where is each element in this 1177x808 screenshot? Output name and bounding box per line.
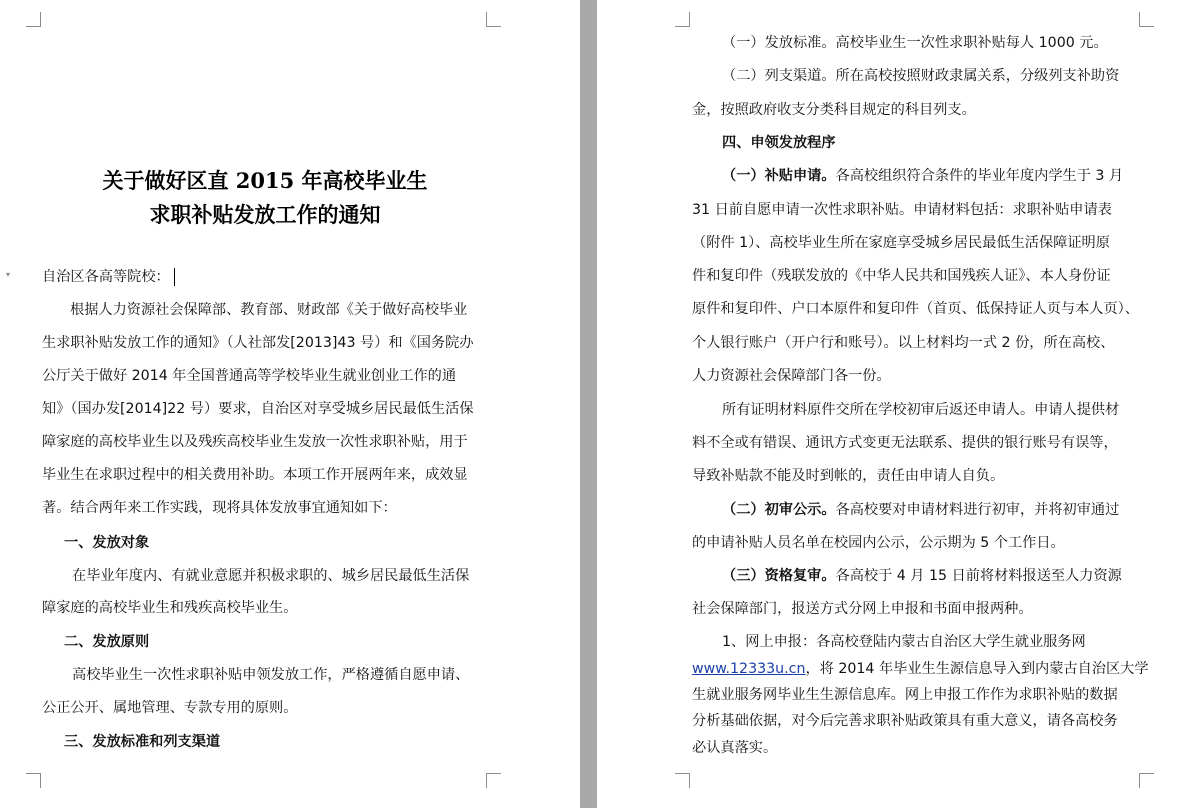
body-line: 著。结合两年来工作实践，现将具体发放事宜通知如下： bbox=[42, 500, 397, 516]
document-title-line-1: 关于做好区直 2015 年高校毕业生 bbox=[102, 168, 428, 193]
body-line: 人力资源社会保障部门各一份。 bbox=[692, 368, 891, 384]
margin-corner-mark bbox=[26, 773, 41, 788]
section-heading: 三、发放标准和列支渠道 bbox=[64, 734, 221, 750]
body-line: 毕业生在求职过程中的相关费用补助。本项工作开展两年来，成效显 bbox=[42, 467, 468, 483]
body-line: 原件和复印件、户口本原件和复印件（首页、低保持证人页与本人页）、 bbox=[692, 301, 1139, 317]
body-line: 公厅关于做好 2014 年全国普通高等学校毕业生就业创业工作的通 bbox=[42, 368, 457, 384]
body-line: 根据人力资源社会保障部、教育部、财政部《关于做好高校毕业 bbox=[70, 302, 468, 318]
body-line: 个人银行账户（开户行和账号）。以上材料均一式 2 份，所在高校、 bbox=[692, 335, 1115, 351]
margin-corner-mark bbox=[675, 773, 690, 788]
section-heading: 四、申领发放程序 bbox=[722, 135, 836, 151]
margin-corner-mark bbox=[486, 12, 501, 27]
body-line: 金，按照政府收支分类科目规定的科目列支。 bbox=[692, 102, 976, 118]
section-heading: 二、发放原则 bbox=[64, 634, 150, 650]
body-line: （附件 1）、高校毕业生所在家庭享受城乡居民最低生活保障证明原 bbox=[692, 235, 1110, 251]
body-line: 障家庭的高校毕业生以及残疾高校毕业生发放一次性求职补贴，用于 bbox=[42, 434, 468, 450]
body-line: 必认真落实。 bbox=[692, 740, 778, 756]
body-line: 导致补贴款不能及时到帐的，责任由申请人自负。 bbox=[692, 468, 1005, 484]
body-line: 1、网上申报：各高校登陆内蒙古自治区大学生就业服务网 bbox=[722, 634, 1086, 650]
margin-corner-mark bbox=[486, 773, 501, 788]
salutation[interactable]: 自治区各高等院校： bbox=[42, 267, 175, 287]
body-line: 生就业服务网毕业生生源信息库。网上申报工作作为求职补贴的数据 bbox=[692, 687, 1118, 703]
body-line: 高校毕业生一次性求职补贴申领发放工作，严格遵循自愿申请、 bbox=[72, 667, 470, 683]
body-line: 社会保障部门，报送方式分网上申报和书面申报两种。 bbox=[692, 601, 1033, 617]
body-line: 知》（国办发[2014]22 号）要求，自治区对享受城乡居民最低生活保 bbox=[42, 401, 474, 417]
document-title-line-2: 求职补贴发放工作的通知 bbox=[149, 202, 381, 227]
body-line: www.12333u.cn，将 2014 年毕业生生源信息导入到内蒙古自治区大学 bbox=[692, 661, 1149, 677]
right-page bbox=[597, 0, 1177, 808]
left-page bbox=[0, 0, 580, 808]
body-line: 31 日前自愿申请一次性求职补贴。申请材料包括：求职补贴申请表 bbox=[692, 202, 1112, 218]
body-line: 分析基础依据，对今后完善求职补贴政策具有重大意义，请各高校务 bbox=[692, 713, 1118, 729]
text-cursor bbox=[174, 268, 175, 286]
body-line: 料不全或有错误、通讯方式变更无法联系、提供的银行账号有误等， bbox=[692, 435, 1118, 451]
body-line: （一）发放标准。高校毕业生一次性求职补贴每人 1000 元。 bbox=[722, 35, 1108, 51]
margin-corner-mark bbox=[675, 12, 690, 27]
section-heading: 一、发放对象 bbox=[64, 535, 150, 551]
body-line: （三）资格复审。各高校于 4 月 15 日前将材料报送至人力资源 bbox=[722, 568, 1122, 584]
body-line: 在毕业年度内、有就业意愿并积极求职的、城乡居民最低生活保 bbox=[72, 568, 470, 584]
body-line: （二）初审公示。各高校要对申请材料进行初审，并将初审通过 bbox=[722, 502, 1120, 518]
body-line: 的申请补贴人员名单在校园内公示，公示期为 5 个工作日。 bbox=[692, 535, 1065, 551]
body-line: 障家庭的高校毕业生和残疾高校毕业生。 bbox=[42, 600, 298, 616]
body-line: 所有证明材料原件交所在学校初审后返还申请人。申请人提供材 bbox=[722, 402, 1120, 418]
paragraph-marker-icon: ▾ bbox=[6, 270, 11, 279]
website-link[interactable]: www.12333u.cn bbox=[692, 661, 806, 677]
body-line: 件和复印件（残联发放的《中华人民共和国残疾人证》、本人身份证 bbox=[692, 268, 1111, 284]
body-line: 公正公开、属地管理、专款专用的原则。 bbox=[42, 700, 298, 716]
margin-corner-mark bbox=[1139, 12, 1154, 27]
margin-corner-mark bbox=[1139, 773, 1154, 788]
margin-corner-mark bbox=[26, 12, 41, 27]
body-line: 生求职补贴发放工作的通知》（人社部发[2013]43 号）和《国务院办 bbox=[42, 335, 474, 351]
body-line: （一）补贴申请。各高校组织符合条件的毕业年度内学生于 3 月 bbox=[722, 168, 1124, 184]
body-line: （二）列支渠道。所在高校按照财政隶属关系，分级列支补助资 bbox=[722, 68, 1120, 84]
